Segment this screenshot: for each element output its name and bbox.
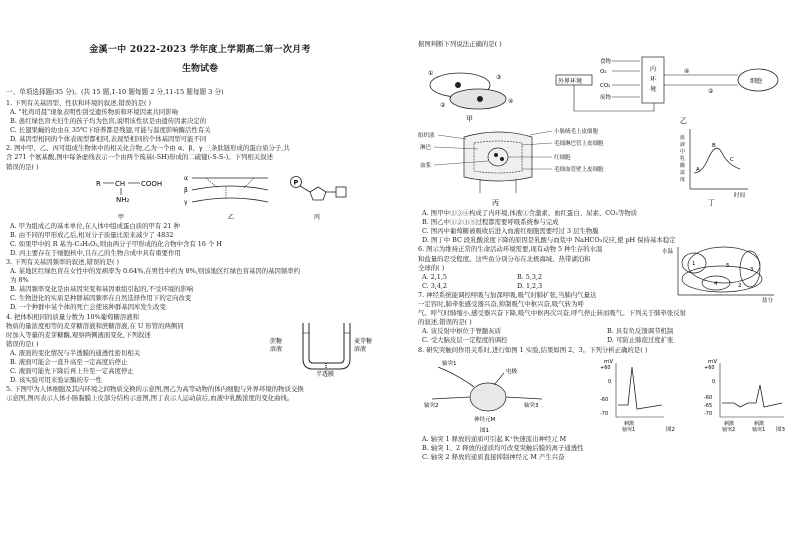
fig-alpha-text: α — [184, 174, 188, 182]
q6-label-2: 2 — [738, 283, 742, 290]
q7-line-2: 一定容时,肺牵张感受器兴奋,抑制吸气中枢兴奋,吸气转为呼 — [418, 300, 584, 309]
label-villus-cell: 小肠绒毛上皮细胞 — [554, 129, 599, 136]
label-jia: 甲 — [118, 213, 125, 221]
q6-figure — [662, 243, 780, 303]
q6-x-axis: 盐分 — [762, 298, 774, 304]
q7-option-c: C. 受大脑皮层一定程度的调控 — [422, 336, 508, 345]
exam-title: 金溪一中 2022-2023 学年度上学期高二第一次月考 — [89, 45, 311, 55]
q6-line-2: 和盐量的忍受程度。这些鱼分别分布在北极海域、热带湖泊和 — [418, 254, 591, 263]
label-yi: 乙 — [228, 213, 235, 221]
right-column — [404, 0, 794, 462]
f3-tick-p60: +60 — [704, 364, 715, 371]
f3-tick-m60: -60 — [704, 394, 713, 401]
q2-option-c: C. 如果甲中的 R 基为-C₃H₅O₂,则由两分子甲形成的化合物中含有 16 个 H — [10, 239, 222, 248]
f1-caption: 图1 — [480, 427, 489, 434]
f2-tick-m60: -60 — [600, 396, 609, 403]
q2-option-d: D. 丙主要存在于细胞核中,且在乙的生物合成中具有重要作用 — [10, 248, 181, 257]
fig-ding-label: 丁 — [708, 199, 715, 208]
q3-option-c: C. 生物进化的实质是种群基因频率在自然选择作用下的定向改变 — [10, 294, 192, 303]
q5-option-d: D. 图丁中 BC 段乳酸浓度下降的原因是乳酸与血浆中 NaHCO₃反应,使 pH 保持基本稳定 — [422, 236, 676, 245]
fig-jia-4: ④ — [508, 98, 514, 106]
flow-4: ④ — [684, 68, 690, 76]
question-3 — [6, 258, 394, 313]
f3-stim-2: 轴突2 — [722, 426, 736, 433]
f2-stim-1: 刺激 — [624, 420, 635, 427]
point-a: A — [696, 167, 700, 174]
q7-options-row-2 — [418, 336, 788, 345]
q2-stem-3: 错误的是( ) — [6, 162, 39, 171]
q2-option-b: B. 由不同的甲形成乙后,相对分子质量比原来减少了 4832 — [10, 230, 174, 239]
f2-tick-p60: +60 — [600, 364, 611, 371]
q6-options-row-1 — [418, 273, 608, 282]
fig-jia-1: ① — [428, 70, 434, 78]
q1-option-a: A. "牝鸡司晨"现象表明性别受遗传物质和环境因素共同影响 — [10, 107, 178, 116]
fig-jia-2: ② — [440, 102, 446, 110]
f2-tick-m70: -70 — [600, 410, 609, 417]
fig-beta-text: β — [184, 186, 188, 194]
q5-line-2: 示意图,图丙表示人体小肠黏膜上皮部分结构示意图,图丁表示人运动前后,血液中乳酸浓度的变化曲线。 — [6, 394, 294, 403]
cell-text: 细胞 — [750, 78, 763, 86]
q5-option-b: B. 图乙中①②③⑤过程都需要呼吸系统参与完成 — [422, 218, 559, 227]
q7-line-1: 7. 神经系统能调控呼吸与加深呼吸,吸气时肺扩张,当肺内气量达 — [418, 290, 597, 299]
label-lymph-cap: 毛细淋巴管上皮细胞 — [554, 141, 604, 148]
inner-3: 境 — [650, 86, 657, 94]
question-2 — [6, 144, 394, 258]
q7-line-4: 的叙述,错误的是( ) — [418, 318, 472, 327]
ylab-6: 浓 — [680, 170, 686, 177]
f3-tick-0: 0 — [712, 378, 716, 385]
q2-figure — [6, 172, 394, 222]
q1-option-b: B. 患红绿色盲夫妇生的孩子均为色盲,说明该性状是由遗传因素决定的 — [10, 117, 207, 126]
fig-ch-text: CH — [115, 179, 126, 188]
f3-tick-m70: -70 — [704, 410, 713, 417]
f3-mv: mV — [708, 358, 718, 365]
u-tube-figure — [268, 317, 388, 377]
q1-option-c: C. 长翅果蝇的幼虫在 35℃下培养都是残翅,可能与温度影响酶活性有关 — [10, 126, 211, 135]
f1-axon3: 轴突3 — [524, 402, 539, 409]
question-8 — [418, 346, 788, 462]
f2-caption: 图2 — [666, 426, 675, 433]
ylab-2: 液 — [680, 142, 686, 149]
q3-option-a-2: 为 8% — [10, 276, 29, 285]
fig-membrane: 半透膜 — [316, 370, 335, 377]
fig-maltose-1: 麦芽糖 — [354, 337, 373, 345]
q8-option-c: C. 轴突 2 释放的递质直接抑制神经元 M 产生兴奋 — [422, 452, 565, 461]
f1-neuron: 神经元M — [474, 416, 496, 423]
f1-axon1: 轴突1 — [442, 360, 457, 367]
f3-tick-m65: -65 — [704, 402, 713, 409]
ylab-1: 血 — [680, 135, 686, 142]
q1-stem: 1. 下列有关基因型、性状和环境的叙述,错误的是( ) — [6, 98, 151, 107]
q5-option-a: A. 图甲中①③④构成了内环境,体液①含激素、血红蛋白、尿素、CO₂等物质 — [422, 209, 638, 218]
label-blood-cap: 毛细血管壁上皮细胞 — [554, 167, 604, 174]
ylab-5: 酸 — [680, 163, 686, 170]
f3-stim-1: 刺激 — [724, 420, 735, 427]
q4-line-4: 时加入等量的麦芽糖酶,观察两侧液面变化,下列叙述 — [6, 330, 151, 339]
q6-label-4: 4 — [714, 281, 718, 288]
q2-stem-2: 含 271 个氨基酸,图中每条虚线表示一个由两个巯基(-SH)形成的二硫键(-S-S-)。下列相关叙述 — [6, 153, 273, 162]
point-b: B — [712, 143, 716, 150]
q4-option-d: D. 该实验可用来验证酶的专一性 — [10, 376, 103, 385]
fig-jia-label: 甲 — [466, 115, 473, 124]
food-text: 食物 — [600, 59, 612, 66]
q4-option-c: C. 液面可能先下降后再上升至一定高度停止 — [10, 367, 134, 376]
o2-text: O₂ — [600, 69, 607, 76]
point-c: C — [730, 157, 734, 164]
fig-cooh-text: COOH — [141, 179, 163, 188]
fig-maltose-2: 溶液 — [354, 345, 367, 353]
q8-option-b: B. 轴突 1、2 释放的递质均可改变突触后膜的离子通透性 — [422, 443, 584, 452]
exam-subtitle: 生物试卷 — [181, 63, 218, 74]
fig-sucrose-2: 溶液 — [270, 345, 283, 353]
inner-2: 环 — [650, 76, 657, 84]
q7-option-a: A. 该反射中枢位于脊髓灰质 — [422, 327, 501, 336]
f3-stim-4: 轴突1 — [752, 426, 766, 433]
q6-label-1: 1 — [692, 261, 696, 268]
f1-electrode: 电极 — [506, 368, 518, 375]
label-plasma: 血浆 — [420, 163, 432, 170]
fig-jia-3: ③ — [496, 74, 502, 82]
section-heading: 一、单项选择题(35 分)。(共 15 题,1-10 题每题 2 分,11-15 题每题 3 分) — [6, 87, 224, 96]
f2-mv: mV — [604, 358, 614, 365]
f2-stim-2: 轴突1 — [622, 426, 636, 433]
ylab-3: 中 — [680, 149, 686, 156]
fig-gamma-text: γ — [184, 198, 188, 206]
q3-stem: 3. 下列有关基因频率的叙述,错误的是( ) — [6, 258, 120, 267]
waste-text: 废物 — [600, 95, 612, 102]
q3-option-a-1: A. 某地区红绿色盲在女性中的发病率为 0.64%,在男性中约为 8%,则该地区红绿色盲基因的基因频率约 — [10, 267, 301, 276]
flow-5: ② — [708, 88, 714, 96]
fig-r-text: R — [96, 179, 101, 188]
fig-nh2-text: NH₂ — [116, 195, 130, 204]
q3-option-d: D. 一个种群中某个体的死亡会使该种群基因库发生改变 — [10, 303, 166, 312]
question-1 — [6, 99, 394, 144]
q4-line-3: 物质的量浓度相等的麦芽糖溶液和蔗糖溶液,在 U 形管的两侧同 — [6, 321, 184, 330]
q6-label-3: 3 — [750, 267, 754, 274]
env-text: 外界环境 — [558, 78, 583, 86]
q7-option-d: D. 可防止肺泡过度扩张 — [607, 336, 674, 345]
fig-bing-label: 丙 — [492, 199, 499, 208]
fig-yi-label: 乙 — [680, 117, 687, 126]
q8-figures — [418, 355, 790, 435]
q1-option-d: D. 基因型相同的个体表现型都相同,表现型相同的个体基因型可能不同 — [10, 135, 207, 144]
q6-label-5: 5 — [726, 263, 730, 270]
q4-option-b: B. 液面可能会一直升高至一定高度后停止 — [10, 358, 128, 367]
fig-sucrose-1: 蔗糖 — [270, 337, 283, 345]
q8-option-a: A. 轴突 1 释放的递质可引起 K⁺快速流出神经元 M — [422, 434, 567, 443]
f3-stim-3: 刺激 — [754, 420, 765, 427]
f2-tick-0: 0 — [608, 378, 612, 385]
f1-axon2: 轴突2 — [424, 402, 439, 409]
q6-y-axis: 水温 — [662, 249, 674, 256]
q7-option-b: B. 具有负反馈调节机制 — [607, 327, 674, 336]
q2-stem-1: 2. 图中甲、乙、丙可组成生物体中的相关化合物,乙为一个由 α、β、γ 三条肽链形成的蛋白质分子,共 — [6, 144, 290, 153]
ylab-4: 乳 — [680, 156, 686, 163]
q4-line-5: 错误的是( ) — [6, 339, 39, 348]
time-label: 时间 — [734, 193, 746, 200]
label-lymph: 淋巴 — [420, 145, 432, 152]
q6-line-3: 全球的( ) — [418, 263, 445, 272]
question-5 — [6, 385, 394, 403]
q6-line-1: 6. 图示为维持正常的生命活动环境需要,现有动物 5 种生存的水温 — [418, 245, 603, 254]
q4-line-1a: 4. 把体积相同的质量分数为 10%葡萄糖溶液和 — [6, 312, 140, 321]
q6-option-d: D. 1,2,3 — [517, 281, 543, 290]
q5-figures — [418, 49, 790, 209]
q5-line-1: 5. 下图甲为人体细胞及其内环境之间物质交换的示意图,图乙为高等动物的体内细胞与外界环境的物质交换 — [6, 385, 304, 394]
q7-line-3: 气。呼气时肺缩小,感受器兴奋下降,吸气中枢再次兴奋,呼气停止转而吸气。下列关于肺牵张反射 — [418, 309, 687, 318]
label-bing: 丙 — [314, 213, 321, 221]
q8-line-1: 8. 研究突触间作用关系时,进行如图 1 实验,结果如图 2、3。下列分析正确的是( ) — [418, 345, 648, 354]
fig-p-text: P — [293, 178, 299, 187]
q2-option-a: A. 甲为组成乙的基本单位,在人体中组成蛋白质的甲有 21 种 — [10, 221, 180, 230]
q5-option-c: C. 图丙中葡萄糖被吸收后进入血液红细胞需要经过 3 层生物膜 — [422, 227, 599, 236]
q6-options-row-2 — [418, 282, 608, 291]
left-column — [0, 0, 404, 404]
q6-option-b: B. 5,3,2 — [517, 272, 543, 281]
q4-option-a: A. 液面的变化情况与半透膜的通透性密切相关 — [10, 348, 141, 357]
q3-option-b: B. 基因频率变化是由基因突变和基因重组引起的,不受环境的影响 — [10, 285, 194, 294]
q6-option-c: C. 3,4,2 — [422, 281, 447, 290]
ylab-7: 度 — [680, 177, 686, 184]
question-4 — [6, 313, 394, 386]
inner-1: 内 — [650, 66, 657, 74]
label-rbc: 红细胞 — [554, 155, 571, 162]
label-tissue: 组织液 — [418, 133, 435, 140]
f3-caption: 图3 — [776, 426, 785, 433]
q6-option-a: A. 2,1,5 — [422, 272, 447, 281]
co2-text: CO₂ — [600, 83, 611, 90]
q5-continuation: 据图判断下列说法正确的是( ) — [418, 40, 502, 48]
